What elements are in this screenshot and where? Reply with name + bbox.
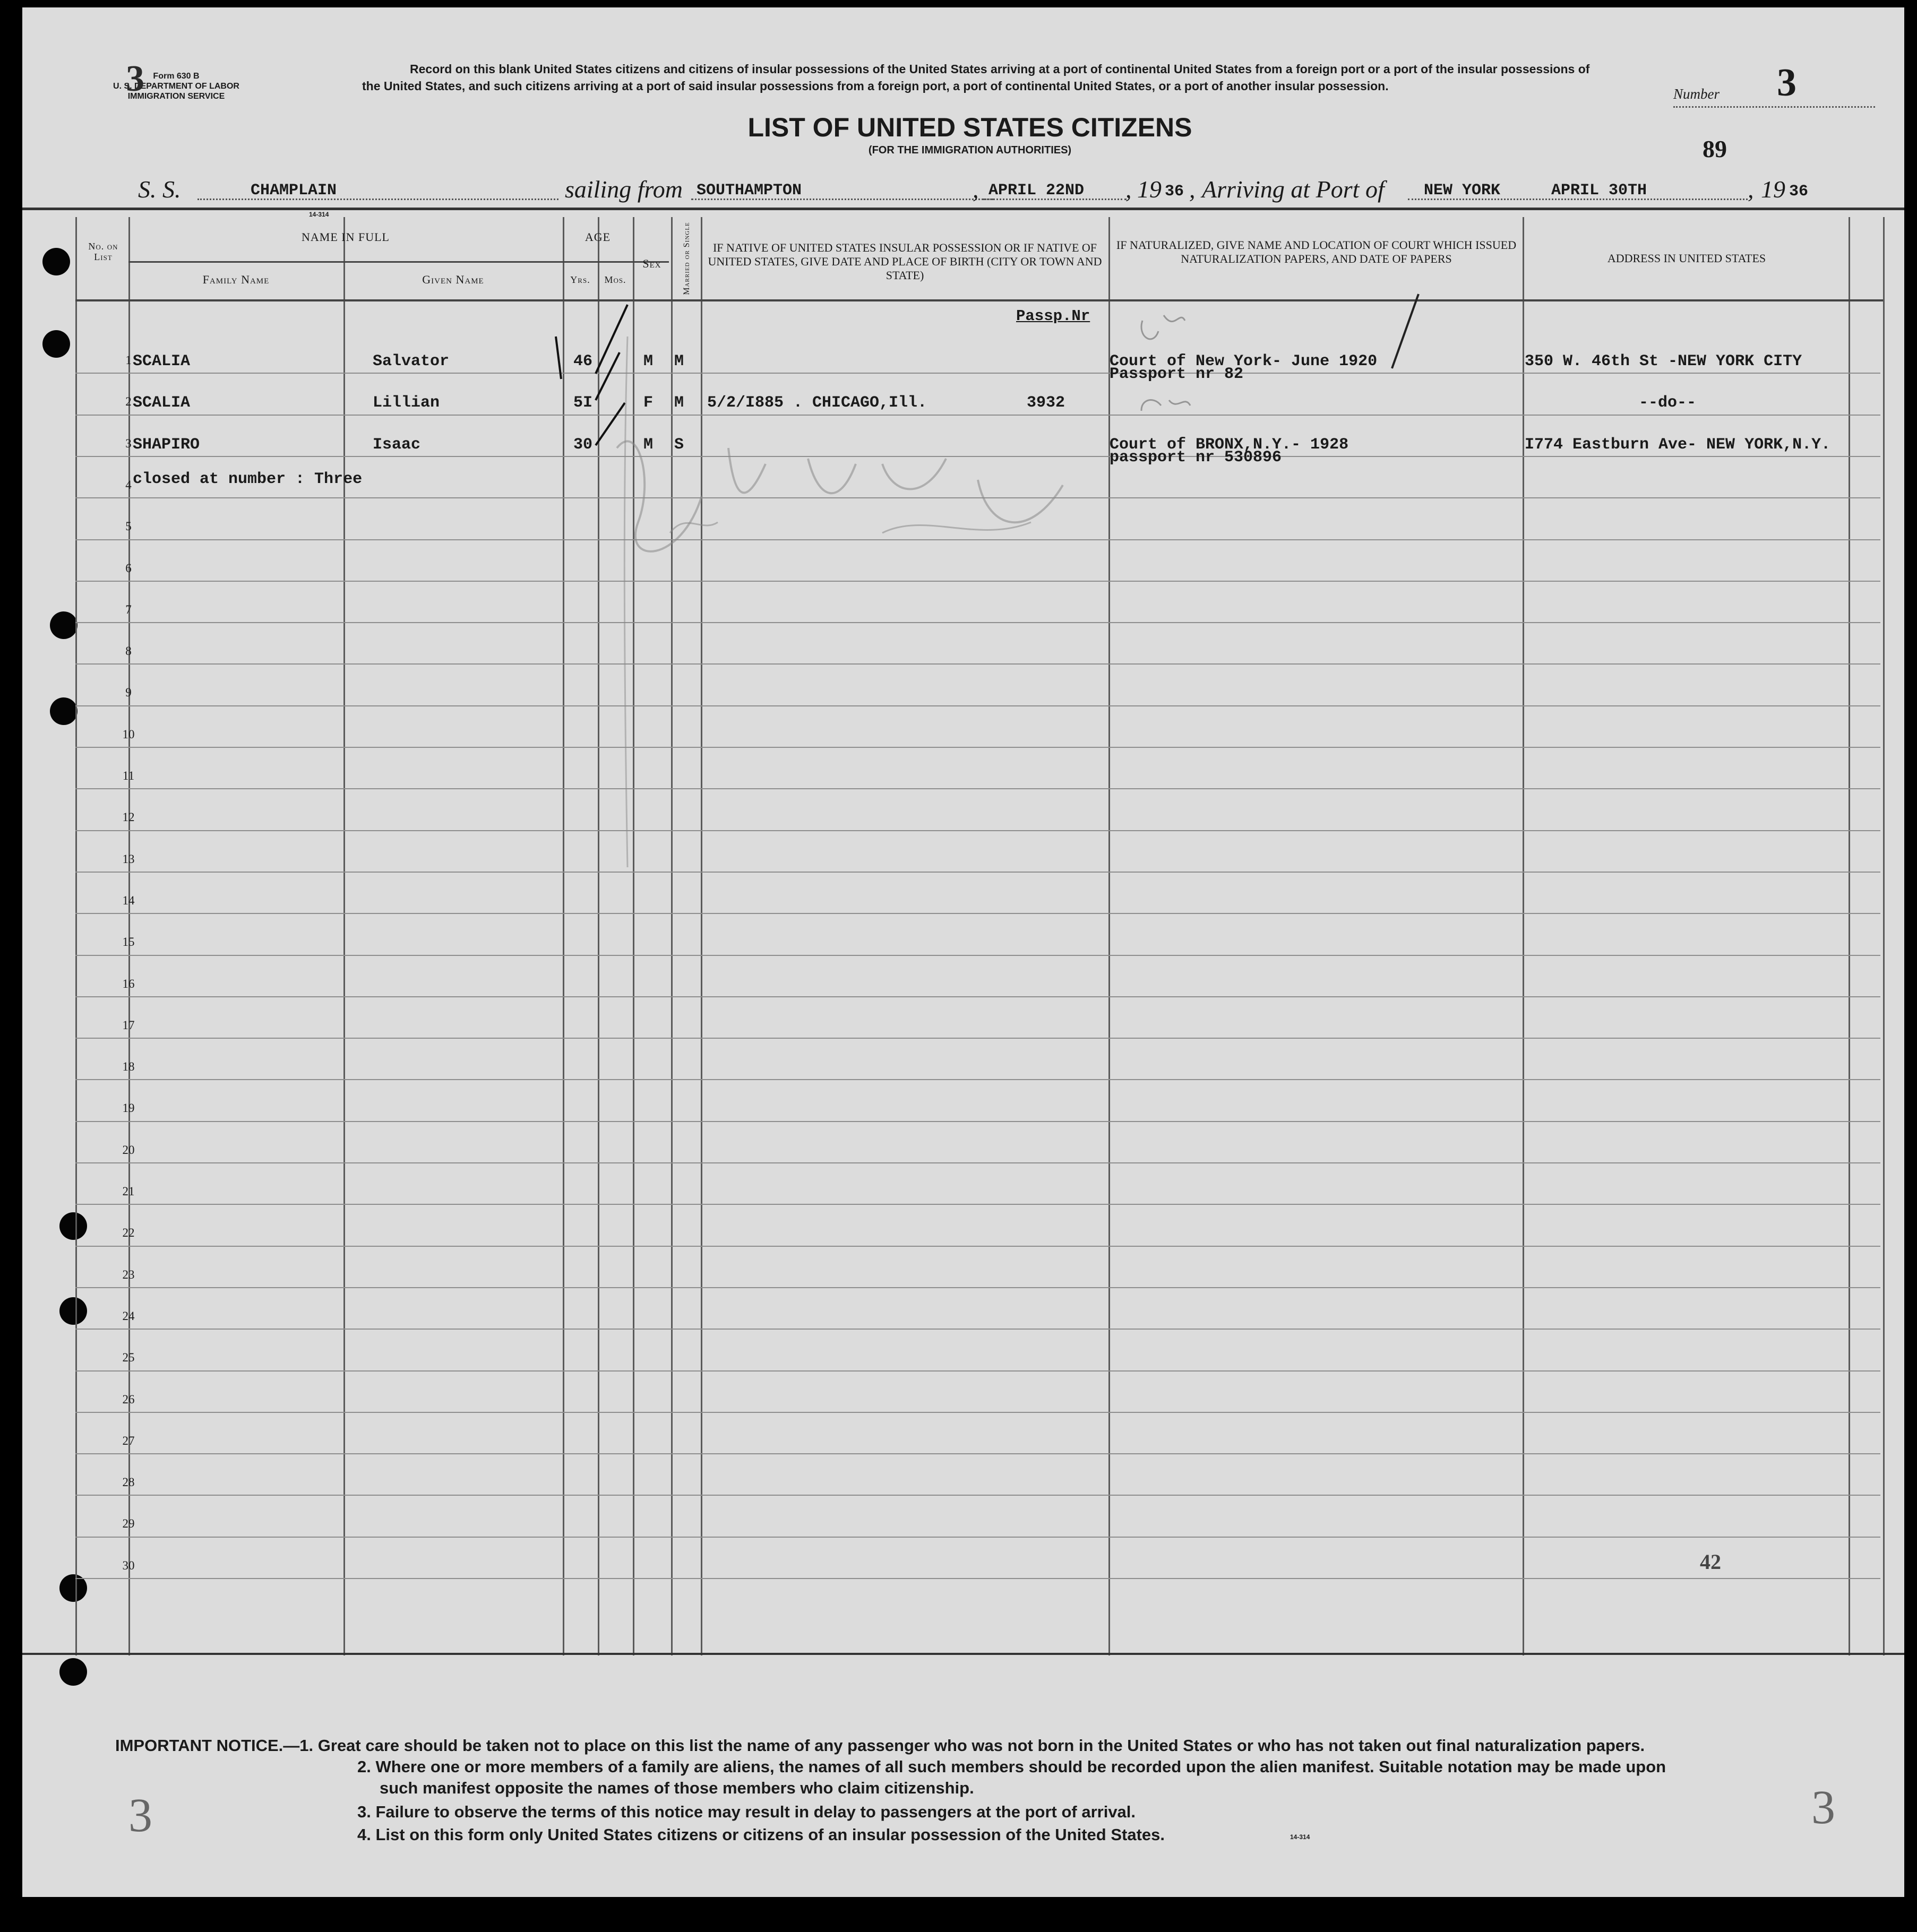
row-number: 9 [125, 686, 132, 700]
row-number: 24 [122, 1309, 135, 1323]
corner-stamp: 3 [126, 58, 144, 99]
number-label: Number [1673, 86, 1720, 102]
print-code: 14-314 [309, 211, 329, 218]
header-naturalized: IF NATURALIZED, GIVE NAME AND LOCATION OF COURT WHICH ISSUED NATURALIZATION PAPERS, AND DATE OF PAPERS [1116, 238, 1517, 265]
row-number: 6 [125, 561, 132, 575]
ruled-line [75, 1495, 1880, 1496]
ruled-line [75, 1329, 1880, 1330]
ruled-line [75, 663, 1880, 665]
header-family-name: Family Name [202, 273, 270, 286]
address-cell: 350 W. 46th St -NEW YORK CITY [1525, 352, 1802, 370]
row-number: 14 [122, 893, 135, 907]
naturalization-marks [1116, 289, 1461, 411]
inspector-signature [606, 416, 1111, 591]
row-number: 13 [122, 852, 135, 866]
ruled-line [75, 747, 1880, 748]
ruled-line [75, 830, 1880, 831]
notice-item-2b: such manifest opposite the names of those members who claim citizenship. [380, 1779, 974, 1797]
passport-number-cell: 3932 [1027, 394, 1065, 412]
row-number: 7 [125, 602, 132, 616]
header-age: AGE [584, 230, 611, 244]
row-number: 5 [125, 520, 132, 533]
page-title: LIST OF UNITED STATES CITIZENS [747, 113, 1192, 142]
row-number: 4 [125, 478, 132, 491]
punch-hole [50, 611, 78, 639]
ruled-line [75, 1370, 1880, 1372]
row-number: 21 [122, 1185, 135, 1198]
row-number: 20 [122, 1143, 135, 1157]
row-number: 28 [122, 1476, 135, 1489]
age-cell: 5I [573, 394, 593, 412]
row-number: 17 [122, 1018, 135, 1032]
ruled-line [75, 1578, 1880, 1579]
row-number: 25 [122, 1351, 135, 1365]
number-value: 3 [1777, 61, 1796, 105]
voyage-line: S. S. CHAMPLAIN sailing from SOUTHAMPTON , APRIL 22ND , 19 36 , Arriving at Port of NEW YORK APRIL 30TH , 19 36 [138, 176, 1809, 203]
ruled-line [75, 1246, 1880, 1247]
address-cell: --do-- [1639, 394, 1697, 412]
number-field [1673, 61, 1875, 108]
header-name-in-full: NAME IN FULL [302, 230, 390, 244]
notice-item-3: 3. Failure to observe the terms of this notice may result in delay to passengers at the port of arrival. [357, 1802, 1136, 1821]
sex-cell: M [643, 435, 654, 454]
row-number: 19 [122, 1101, 135, 1115]
address-cell: I774 Eastburn Ave- NEW YORK,N.Y. [1525, 435, 1831, 454]
header-address: ADDRESS IN UNITED STATES [1607, 252, 1766, 265]
naturalization-passport-cell: Passport nr 82 [1110, 365, 1244, 383]
family-name-cell: SCALIA [133, 352, 191, 370]
header-married-or-single: Married or Single [682, 222, 691, 295]
row-number: 2 [125, 395, 132, 409]
marital-cell: M [674, 394, 684, 412]
form-id: Form 630 B [153, 72, 200, 81]
arrival-year-prefix: 19 [1761, 176, 1785, 203]
row-number: 1 [125, 353, 132, 367]
row-number: 27 [122, 1434, 135, 1447]
header-no-on-list: No. on List [88, 241, 118, 262]
sailing-from: SOUTHAMPTON [697, 182, 802, 200]
row-number: 26 [122, 1392, 135, 1406]
ruled-line [75, 1162, 1880, 1163]
notice-item-1: 1. Great care should be taken not to place on this list the name of any passenger who was not born in the United States or who has not taken out final naturalization papers. [299, 1736, 1645, 1755]
sailing-year: 36 [1165, 183, 1184, 201]
header-given-name: Given Name [422, 273, 484, 286]
ruled-line [75, 996, 1880, 997]
row-number: 29 [122, 1517, 135, 1531]
header-sex: Sex [642, 257, 661, 270]
given-name-cell: Lillian [373, 394, 440, 412]
arriving-label: Arriving at Port of [1202, 176, 1385, 203]
sailing-date: APRIL 22ND [988, 182, 1085, 200]
row-number: 16 [122, 977, 135, 990]
family-name-cell: SCALIA [133, 394, 191, 412]
page-subtitle: (FOR THE IMMIGRATION AUTHORITIES) [868, 144, 1072, 156]
ruled-line [75, 415, 1880, 416]
notice-label: IMPORTANT NOTICE.— [115, 1736, 300, 1755]
page-ref: 89 [1703, 135, 1727, 162]
naturalization-cell: Court of New York- June 1920 [1110, 352, 1378, 370]
manifest-sheet [22, 7, 1904, 1897]
header-mos: Mos. [604, 274, 626, 285]
birth-cell: 5/2/I885 . CHICAGO,Ill. [707, 394, 927, 412]
marital-cell: S [674, 435, 684, 454]
passp-nr-header: Passp.Nr [1016, 307, 1090, 325]
intro-text: Record on this blank United States citizens and citizens of insular possessions of the United States arriving at a port of continental United States from a foreign port or a port of the insular possessions of the United States, and such citizens arriving at a port of said insular possessions from a foreign port, a port of continental United States, or a port of another insular possession. [362, 62, 1590, 93]
row-number: 15 [122, 935, 135, 949]
punch-hole [42, 330, 70, 358]
ruled-line [75, 373, 1880, 374]
row-number: 8 [125, 644, 132, 658]
arrival-port: NEW YORK [1424, 182, 1501, 200]
ruled-line [75, 622, 1880, 623]
ruled-line [75, 1412, 1880, 1413]
row-number: 23 [122, 1267, 135, 1281]
header-yrs: Yrs. [570, 274, 590, 285]
age-cell: 30 [573, 435, 593, 454]
page-total: 42 [1700, 1550, 1721, 1574]
given-name-cell: Salvator [373, 352, 450, 370]
ruled-line [75, 1204, 1880, 1205]
punch-hole [59, 1658, 87, 1686]
row-number: 30 [122, 1558, 135, 1572]
ruled-line [75, 788, 1880, 789]
arrival-year: 36 [1789, 183, 1809, 201]
given-name-cell: Isaac [373, 435, 421, 454]
ruled-line [75, 1121, 1880, 1122]
sailing-from-label: sailing from [565, 176, 683, 203]
ruled-line [75, 1287, 1880, 1288]
header-birth: IF NATIVE OF UNITED STATES INSULAR POSSESSION OR IF NATIVE OF UNITED STATES, GIVE DATE AND PLACE OF BIRTH (CITY OR TOWN AND STATE) [708, 241, 1102, 282]
ruled-line [75, 1453, 1880, 1454]
ruled-line [75, 955, 1880, 956]
sailing-year-prefix: 19 [1137, 176, 1162, 203]
stamp-number-left: 3 [128, 1789, 152, 1842]
row-number: 18 [122, 1060, 135, 1074]
ship-name: CHAMPLAIN [251, 182, 337, 200]
ruled-line [75, 1079, 1880, 1080]
family-name-cell: SHAPIRO [133, 435, 200, 454]
naturalization-passport-cell: passport nr 530896 [1110, 448, 1282, 467]
age-cell: 46 [573, 352, 593, 370]
row-number: 22 [122, 1226, 135, 1240]
footer-code: 14-314 [1290, 1833, 1310, 1841]
ruled-line [75, 1038, 1880, 1039]
row-number: 11 [122, 769, 135, 782]
sex-cell: F [643, 394, 654, 412]
notice-item-4: 4. List on this form only United States citizens or citizens of an insular possession of the United States. [357, 1825, 1165, 1844]
notice-item-2a: 2. Where one or more members of a family are aliens, the names of all such members should be recorded upon the alien manifest. Suitable notation may be made upon [357, 1757, 1666, 1776]
row-number: 12 [122, 810, 135, 824]
ruled-line [75, 872, 1880, 873]
stamp-number-right: 3 [1811, 1781, 1835, 1834]
department: U. S. DEPARTMENT OF LABOR [113, 82, 239, 91]
row-number: 10 [122, 727, 135, 741]
ss-label: S. S. [138, 176, 181, 203]
ruled-line [75, 913, 1880, 914]
punch-hole [50, 697, 78, 725]
row-number: 3 [125, 436, 132, 450]
ruled-line [75, 705, 1880, 706]
arrival-date: APRIL 30TH [1551, 182, 1647, 200]
service: IMMIGRATION SERVICE [127, 92, 225, 101]
marital-cell: M [674, 352, 684, 370]
ruled-line [75, 1537, 1880, 1538]
sex-cell: M [643, 352, 654, 370]
closing-note: closed at number : Three [133, 470, 363, 488]
punch-hole [42, 248, 70, 275]
naturalization-cell: Court of BRONX,N.Y.- 1928 [1110, 435, 1349, 454]
